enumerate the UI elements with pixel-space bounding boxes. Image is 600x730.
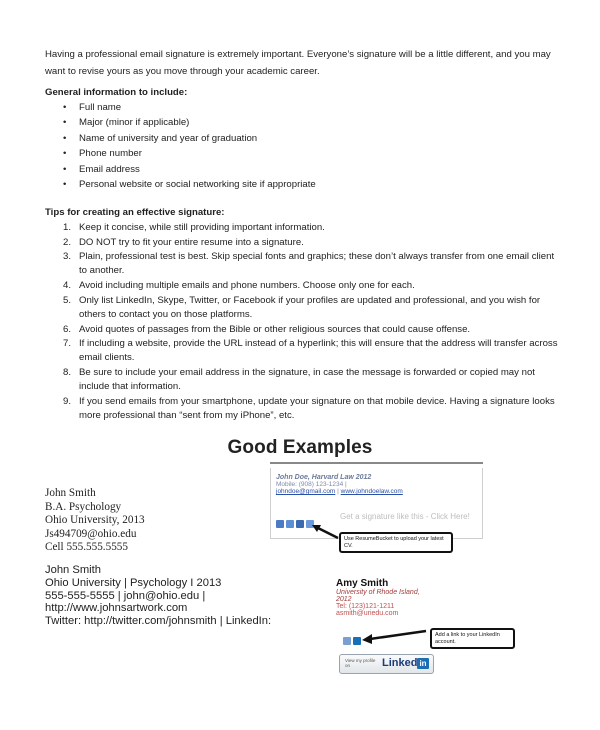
list-item — [63, 366, 563, 395]
tip-number: 3. — [63, 251, 72, 263]
social-icons-row — [343, 637, 361, 645]
signature-content — [276, 474, 403, 495]
tip-text: Only list LinkedIn, Skype, Twitter, or Facebook if your profiles are updated and professional, and you wish for others to contact you on those platforms. — [79, 294, 541, 320]
linkedin-wordmark: Linked — [382, 657, 418, 669]
list-item — [63, 323, 563, 337]
tip-number: 8. — [63, 367, 72, 379]
tip-number: 4. — [63, 280, 72, 292]
signature-line: B.A. Psychology — [45, 500, 122, 513]
general-info-list — [63, 100, 316, 192]
signature-line: Ohio University, 2013 — [45, 514, 145, 526]
signature-name: John Doe, Harvard Law 2012 — [276, 474, 372, 481]
list-item: • Major (minor if applicable) — [63, 115, 316, 130]
tip-number: 1. — [63, 222, 72, 233]
signature-year: 2012 — [336, 596, 352, 603]
list-item: • Phone number — [63, 146, 316, 161]
list-item: • Full name — [63, 100, 316, 115]
callout-box: Add a link to your LinkedIn account. — [430, 628, 515, 649]
list-item — [63, 250, 563, 279]
signature-line: Ohio University | Psychology I 2013 — [45, 576, 222, 589]
signature-line: Js494709@ohio.edu — [45, 527, 137, 540]
tip-text: Plain, professional test is best. Skip special fonts and graphics; these don’t always transfer from one email client to another. — [79, 251, 555, 277]
list-item — [63, 294, 563, 323]
tip-text: Be sure to include your email address in the signature, in case the message is forwarded or copied may not include that information. — [79, 367, 535, 393]
signature-email-link[interactable]: johndoe@gmail.com — [276, 488, 336, 495]
signature-links — [276, 488, 403, 495]
tip-text: Keep it concise, while still providing important information. — [79, 222, 325, 233]
list-item — [63, 337, 563, 366]
signature-school: University of Rhode Island, — [336, 589, 420, 596]
signature-line: Twitter: http://twitter.com/johnsmith | LinkedIn: — [45, 615, 272, 628]
signature-line: John Smith — [45, 487, 96, 499]
sans-signature-example — [45, 564, 271, 628]
intro-paragraph: Having a professional email signature is extremely important. Everyone’s signature will be a little different, and you may want to revise yours as you move through your academic career. — [45, 49, 551, 77]
signature-line: John Smith — [45, 564, 101, 576]
list-item — [63, 395, 563, 424]
tip-number: 5. — [63, 294, 72, 306]
signature-website-link[interactable]: www.johndoelaw.com — [340, 488, 403, 495]
general-info-heading: General information to include: — [45, 87, 188, 98]
tip-text: Avoid including multiple emails and phone numbers. Choose only one for each. — [79, 280, 415, 292]
social-icons-row — [276, 520, 314, 528]
link-separator: | — [335, 488, 341, 495]
list-item: • Name of university and year of graduation — [63, 131, 316, 146]
list-item — [63, 279, 563, 293]
tip-number: 9. — [63, 395, 72, 407]
arrow-icon — [310, 522, 340, 542]
tip-number: 7. — [63, 338, 72, 350]
tip-number: 2. — [63, 236, 72, 248]
linkedin-in-badge: in — [417, 658, 429, 669]
tip-number: 6. — [63, 323, 72, 335]
social-link-icon[interactable] — [276, 520, 284, 528]
button-caption: View my profile on — [345, 658, 376, 668]
example-signature-image-2 — [336, 578, 476, 617]
signature-promo-text: Get a signature like this - Click Here! — [340, 512, 470, 521]
callout-box: Use ResumeBucket to upload your latest CV. — [339, 532, 453, 553]
tip-text: DO NOT try to fit your entire resume into a signature. — [79, 236, 304, 248]
signature-tel: Tel: (123)121-1211 — [336, 603, 395, 610]
signature-email[interactable]: asmith@uriedu.com — [336, 610, 399, 617]
tips-heading: Tips for creating an effective signature: — [45, 207, 225, 218]
signature-name: Amy Smith — [336, 578, 389, 589]
example-signature-image-1 — [270, 462, 483, 574]
arrow-icon — [360, 628, 428, 644]
list-item: • Email address — [63, 162, 316, 177]
signature-line: 555-555-5555 | john@ohio.edu | — [45, 589, 206, 602]
list-item — [63, 221, 563, 235]
tips-list — [63, 221, 563, 424]
linkedin-profile-button[interactable] — [339, 654, 434, 674]
social-link-icon[interactable] — [296, 520, 304, 528]
signature-line: Cell 555.555.5555 — [45, 541, 128, 553]
signature-line: http://www.johnsartwork.com — [45, 602, 188, 615]
list-item: • Personal website or social networking site if appropriate — [63, 177, 316, 192]
social-link-icon[interactable] — [286, 520, 294, 528]
skype-icon[interactable] — [343, 637, 351, 645]
good-examples-title: Good Examples — [227, 437, 373, 458]
list-item — [63, 236, 563, 250]
tip-text: If you send emails from your smartphone, update your signature on that mobile device. Having a signature looks more professional than “sent from my iPhone”, etc. — [79, 395, 555, 422]
signature-mobile: Mobile: (908) 123-1234 | — [276, 481, 347, 488]
serif-signature-example — [45, 487, 145, 555]
tip-text: If including a website, provide the URL instead of a hyperlink; this will ensure that the address will transfer across email clients. — [79, 338, 558, 364]
tip-text: Avoid quotes of passages from the Bible or other religious sources that could cause offense. — [79, 323, 471, 335]
